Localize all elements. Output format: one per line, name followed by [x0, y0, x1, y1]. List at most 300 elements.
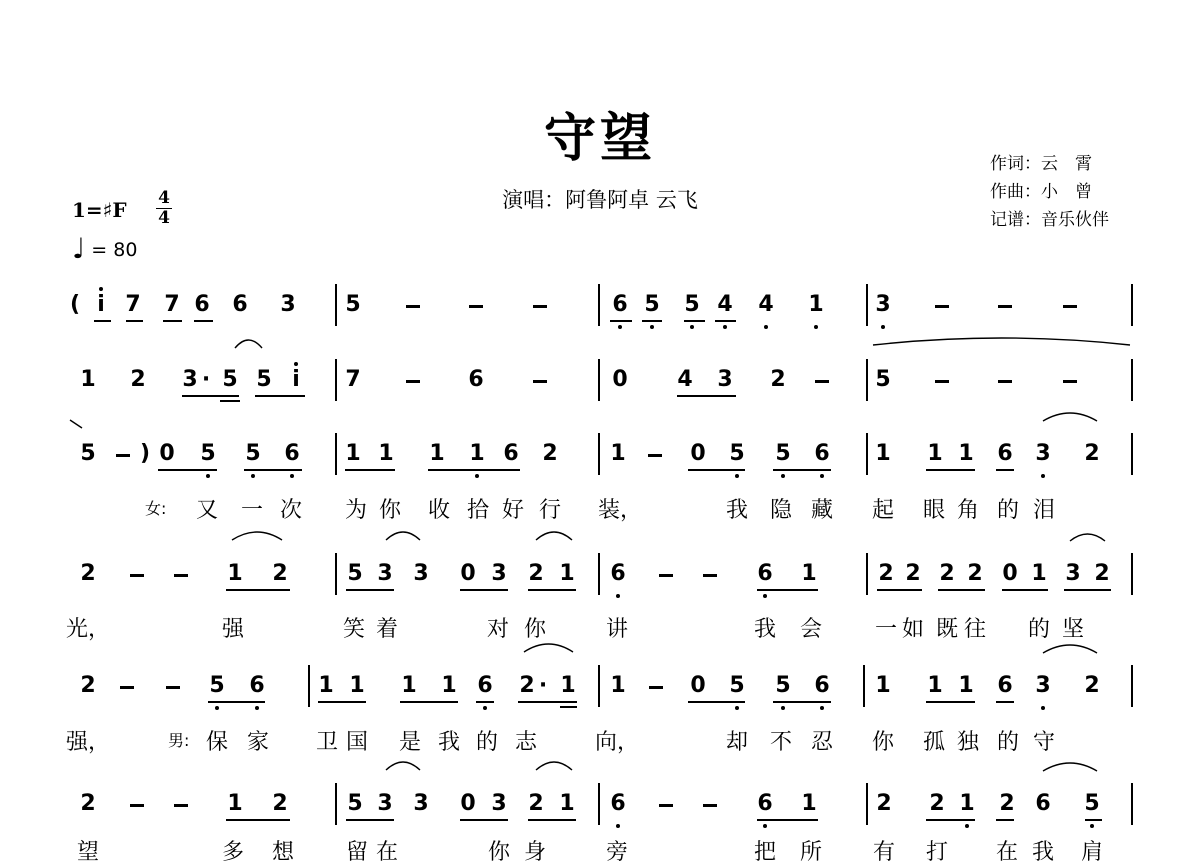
jianpu-note: 1: [469, 441, 485, 466]
beam-underline: [773, 469, 831, 471]
lyric-syllable: 的: [475, 730, 499, 755]
jianpu-note: 2: [878, 561, 894, 586]
jianpu-note: 2: [130, 367, 146, 392]
lyric-syllable: 我: [1031, 840, 1055, 865]
dash-mark: [998, 380, 1012, 383]
jianpu-note: 6: [284, 441, 300, 466]
octave-dot-below: [735, 706, 739, 710]
lyric-syllable: 对: [486, 617, 510, 642]
song-title: 守望: [543, 108, 656, 169]
lyric-syllable: 一: [240, 498, 264, 523]
beam-underline: [400, 701, 458, 703]
dash-mark: [935, 305, 949, 308]
lyric-syllable: 拾: [466, 498, 490, 523]
jianpu-note: 2: [528, 561, 544, 586]
jianpu-note: 1: [927, 673, 943, 698]
key-signature: 1=♯F: [72, 198, 127, 222]
lyric-syllable: 有: [872, 840, 896, 865]
beam-underline: [1085, 819, 1102, 821]
beam-underline: [94, 320, 111, 322]
lyric-syllable: 你: [523, 617, 547, 642]
barline: [1131, 665, 1133, 707]
octave-dot-below: [965, 824, 969, 828]
octave-dot-below: [881, 325, 885, 329]
beam-underline: [528, 819, 576, 821]
beam-underline: [996, 469, 1014, 471]
lyric-syllable: 在: [375, 840, 399, 865]
barline: [866, 284, 868, 326]
barline: [866, 359, 868, 401]
barline: [598, 665, 600, 707]
jianpu-note: 5: [729, 673, 745, 698]
jianpu-note: 3: [182, 367, 198, 392]
jianpu-note: i: [97, 292, 105, 317]
lyric-syllable: 你: [378, 498, 402, 523]
dash-mark: [166, 686, 180, 689]
lyric-syllable: 守: [1032, 730, 1056, 755]
beam-underline: [1002, 589, 1048, 591]
lyric-syllable: 藏: [810, 498, 834, 523]
beam-underline: [773, 701, 831, 703]
lyric-syllable: 起: [871, 498, 895, 523]
bracket: ): [139, 441, 151, 466]
jianpu-note: 0: [460, 791, 476, 816]
octave-dot-below: [251, 474, 255, 478]
jianpu-note: 6: [232, 292, 248, 317]
lyric-syllable: 又: [195, 498, 219, 523]
barline: [335, 783, 337, 825]
jianpu-note: 2: [1084, 441, 1100, 466]
jianpu-note: 1: [875, 673, 891, 698]
octave-dot-below: [290, 474, 294, 478]
augmentation-dot: ·: [538, 673, 548, 698]
credits-block: [990, 150, 1109, 234]
beam-underline: [757, 589, 818, 591]
jianpu-note: 5: [209, 673, 225, 698]
lyric-syllable: 国: [345, 730, 369, 755]
jianpu-note: 0: [460, 561, 476, 586]
jianpu-note: 3: [280, 292, 296, 317]
lyric-syllable: 望: [76, 840, 100, 865]
jianpu-note: 2: [528, 791, 544, 816]
time-sig-bottom: 4: [158, 208, 170, 228]
jianpu-note: 4: [717, 292, 733, 317]
beam-underline: [226, 819, 290, 821]
jianpu-note: 1: [441, 673, 457, 698]
barline: [866, 433, 868, 475]
dash-mark: [659, 574, 673, 577]
jianpu-note: 5: [200, 441, 216, 466]
jianpu-note: 1: [378, 441, 394, 466]
jianpu-note: 3: [413, 791, 429, 816]
lyric-syllable: 我: [725, 498, 749, 523]
jianpu-note: 0: [690, 441, 706, 466]
jianpu-note: 1: [610, 673, 626, 698]
jianpu-note: 6: [612, 292, 628, 317]
lyric-syllable: 家: [246, 730, 270, 755]
lyric-syllable: 既: [935, 617, 959, 642]
dash-mark: [406, 380, 420, 383]
barline: [335, 553, 337, 595]
lyric-syllable: 强: [221, 617, 245, 642]
jianpu-note: 1: [80, 367, 96, 392]
lyric-syllable: 的: [996, 498, 1020, 523]
beam-underline: [926, 469, 975, 471]
lyric-syllable: 想: [271, 840, 295, 865]
lyric-syllable: 把: [753, 840, 777, 865]
lyric-syllable: 如: [901, 617, 925, 642]
beam-underline: [476, 701, 494, 703]
jianpu-note: 6: [610, 561, 626, 586]
jianpu-note: 1: [1031, 561, 1047, 586]
barline: [1131, 359, 1133, 401]
beam-underline: [126, 320, 143, 322]
lyric-syllable: 独: [956, 730, 980, 755]
lyric-syllable: 一: [874, 617, 898, 642]
barline: [866, 553, 868, 595]
slur-arc: [1070, 534, 1105, 541]
tempo-value: = 80: [91, 239, 138, 261]
lyric-syllable: 强，: [65, 730, 111, 755]
beam-underline: [610, 320, 632, 322]
octave-dot-below: [206, 474, 210, 478]
dash-mark: [406, 305, 420, 308]
jianpu-note: 3: [413, 561, 429, 586]
lyric-syllable: 坚: [1061, 617, 1085, 642]
octave-dot-below: [1041, 474, 1045, 478]
transcriber-credit: 记谱：音乐伙伴: [990, 210, 1109, 230]
jianpu-note: 5: [80, 441, 96, 466]
beam-underline: [163, 320, 182, 322]
male-marker: 男:: [168, 731, 190, 750]
beam-underline: [684, 320, 705, 322]
octave-dot-below: [690, 325, 694, 329]
lyric-syllable: 泪: [1032, 498, 1056, 523]
time-sig-top: 4: [158, 188, 170, 208]
octave-dot-below: [820, 474, 824, 478]
slur-arc: [70, 420, 82, 428]
lyric-syllable: 收: [427, 498, 451, 523]
dash-mark: [533, 305, 547, 308]
dash-mark: [120, 686, 134, 689]
composer-credit: 作曲：小 曾: [990, 182, 1092, 202]
octave-dot-below: [616, 594, 620, 598]
jianpu-note: 3: [491, 561, 507, 586]
beam-underline: [926, 819, 975, 821]
female-marker: 女:: [145, 499, 167, 518]
jianpu-note: 2: [999, 791, 1015, 816]
slur-arc: [1043, 413, 1097, 421]
jianpu-note: 3: [377, 791, 393, 816]
jianpu-note: 6: [757, 791, 773, 816]
octave-dot-below: [475, 474, 479, 478]
jianpu-note: 5: [684, 292, 700, 317]
jianpu-note: 0: [1002, 561, 1018, 586]
beam-underline: [677, 395, 736, 397]
lyric-syllable: 角: [956, 498, 980, 523]
jianpu-note: 2: [876, 791, 892, 816]
beam-underline: [926, 701, 975, 703]
jianpu-note: 1: [560, 673, 576, 698]
jianpu-note: 2: [519, 673, 535, 698]
beam-underline: [244, 469, 302, 471]
jianpu-note: 2: [939, 561, 955, 586]
lyric-syllable: 好: [501, 498, 525, 523]
octave-dot-below: [618, 325, 622, 329]
beam-underline: [460, 589, 508, 591]
jianpu-note: 1: [610, 441, 626, 466]
jianpu-note: 7: [125, 292, 141, 317]
beam-underline-double: [220, 400, 240, 402]
beam-underline: [642, 320, 662, 322]
jianpu-note: 4: [677, 367, 693, 392]
dash-mark: [130, 804, 144, 807]
beam-underline: [938, 589, 985, 591]
jianpu-note: 5: [729, 441, 745, 466]
beam-underline: [346, 589, 394, 591]
octave-dot-below: [215, 706, 219, 710]
singer-credit: 演唱：阿鲁阿卓 云飞: [502, 188, 698, 212]
dash-mark: [648, 454, 662, 457]
dash-mark: [935, 380, 949, 383]
jianpu-note: 5: [775, 673, 791, 698]
jianpu-note: 1: [227, 561, 243, 586]
beam-underline: [1064, 589, 1111, 591]
barline: [598, 433, 600, 475]
jianpu-note: 6: [468, 367, 484, 392]
octave-dot-below: [763, 594, 767, 598]
lyric-syllable: 光，: [65, 617, 111, 642]
jianpu-note: i: [292, 367, 300, 392]
octave-dot-below: [1090, 824, 1094, 828]
jianpu-note: 5: [345, 292, 361, 317]
dash-mark: [1063, 305, 1077, 308]
beam-underline: [255, 395, 305, 397]
lyric-syllable: 在: [995, 840, 1019, 865]
jianpu-note: 6: [610, 791, 626, 816]
jianpu-note: 0: [159, 441, 175, 466]
dash-mark: [703, 574, 717, 577]
jianpu-note: 5: [1084, 791, 1100, 816]
jianpu-note: 3: [717, 367, 733, 392]
jianpu-note: 1: [349, 673, 365, 698]
lyricist-credit: 作词：云 霄: [990, 154, 1092, 174]
barline: [335, 433, 337, 475]
lyric-syllable: 多: [221, 840, 245, 865]
jianpu-note: 1: [227, 791, 243, 816]
lyric-syllable: 志: [514, 730, 538, 755]
jianpu-note: 1: [801, 561, 817, 586]
jianpu-note: 3: [875, 292, 891, 317]
octave-dot-below: [764, 325, 768, 329]
jianpu-note: 3: [377, 561, 393, 586]
slur-arc: [524, 644, 573, 652]
barline: [1131, 553, 1133, 595]
barline: [1131, 284, 1133, 326]
slur-arc: [1043, 763, 1097, 771]
jianpu-note: 2: [80, 561, 96, 586]
jianpu-note: 1: [801, 791, 817, 816]
lyric-syllable: 留: [345, 840, 369, 865]
lyric-syllable: 身: [523, 840, 547, 865]
lyric-syllable: 着: [375, 617, 399, 642]
beam-underline: [528, 589, 576, 591]
dash-mark: [1063, 380, 1077, 383]
dash-mark: [130, 574, 144, 577]
slur-arc: [536, 532, 572, 540]
beam-underline: [346, 819, 394, 821]
lyric-syllable: 我: [753, 617, 777, 642]
lyric-syllable: 不: [769, 730, 793, 755]
jianpu-note: 2: [272, 561, 288, 586]
jianpu-note: 5: [245, 441, 261, 466]
beam-underline: [428, 469, 520, 471]
slur-arc: [235, 340, 262, 348]
jianpu-note: 2: [905, 561, 921, 586]
octave-dot-below: [814, 325, 818, 329]
octave-dot-below: [650, 325, 654, 329]
beam-underline-double: [560, 706, 577, 708]
beam-underline: [757, 819, 818, 821]
octave-dot-below: [483, 706, 487, 710]
slur-arc: [386, 762, 420, 770]
lyric-syllable: 我: [437, 730, 461, 755]
barline: [863, 665, 865, 707]
jianpu-note: 1: [559, 791, 575, 816]
beam-underline: [715, 320, 736, 322]
beam-underline: [208, 701, 265, 703]
jianpu-note: 6: [1035, 791, 1051, 816]
jianpu-note: 5: [347, 561, 363, 586]
lyric-syllable: 打: [925, 840, 949, 865]
lyric-syllable: 孤: [922, 730, 946, 755]
barline: [335, 359, 337, 401]
lyric-syllable: 讲: [605, 617, 629, 642]
lyric-syllable: 你: [487, 840, 511, 865]
jianpu-note: 2: [272, 791, 288, 816]
octave-dot-above: [99, 287, 103, 291]
lyric-syllable: 次: [279, 498, 303, 523]
jianpu-note: 6: [757, 561, 773, 586]
jianpu-note: 2: [80, 791, 96, 816]
jianpu-note: 1: [958, 441, 974, 466]
jianpu-note: 4: [758, 292, 774, 317]
jianpu-note: 1: [345, 441, 361, 466]
lyric-syllable: 眼: [922, 498, 946, 523]
barline: [598, 783, 600, 825]
jianpu-note: 5: [347, 791, 363, 816]
dash-mark: [703, 804, 717, 807]
lyric-syllable: 忍: [810, 730, 834, 755]
jianpu-note: 6: [503, 441, 519, 466]
dash-mark: [174, 804, 188, 807]
jianpu-note: 5: [644, 292, 660, 317]
augmentation-dot: ·: [201, 367, 211, 392]
time-signature: [156, 190, 172, 227]
lyric-syllable: 旁: [605, 840, 629, 865]
jianpu-note: 1: [958, 673, 974, 698]
lyric-syllable: 却: [725, 730, 749, 755]
jianpu-note: 7: [164, 292, 180, 317]
jianpu-note: 1: [429, 441, 445, 466]
jianpu-note: 6: [194, 292, 210, 317]
octave-dot-below: [1041, 706, 1045, 710]
barline: [598, 553, 600, 595]
dash-mark: [174, 574, 188, 577]
jianpu-note: 2: [929, 791, 945, 816]
beam-underline: [226, 589, 290, 591]
jianpu-note: 5: [222, 367, 238, 392]
jianpu-note: 2: [967, 561, 983, 586]
beam-underline: [460, 819, 508, 821]
beam-underline: [318, 701, 366, 703]
lyric-syllable: 你: [871, 730, 895, 755]
barline: [598, 284, 600, 326]
lyric-syllable: 向，: [594, 730, 640, 755]
jianpu-note: 1: [559, 561, 575, 586]
lyric-syllable: 隐: [769, 498, 793, 523]
jianpu-note: 6: [477, 673, 493, 698]
lyric-syllable: 卫: [315, 730, 339, 755]
dash-mark: [469, 305, 483, 308]
lyric-syllable: 的: [996, 730, 1020, 755]
jianpu-note: 6: [249, 673, 265, 698]
slur-arc: [873, 338, 1130, 345]
jianpu-note: 6: [814, 673, 830, 698]
octave-dot-below: [723, 325, 727, 329]
beam-underline: [996, 819, 1014, 821]
octave-dot-below: [616, 824, 620, 828]
tempo-mark: [72, 232, 137, 265]
slur-arc: [1043, 645, 1097, 653]
slur-arc: [386, 532, 420, 540]
dash-mark: [998, 305, 1012, 308]
octave-dot-above: [294, 362, 298, 366]
beam-underline: [518, 701, 577, 703]
barline: [866, 783, 868, 825]
barline: [1131, 433, 1133, 475]
lyric-syllable: 肩: [1080, 840, 1104, 865]
jianpu-note: 0: [690, 673, 706, 698]
dash-mark: [533, 380, 547, 383]
beam-underline: [345, 469, 395, 471]
slur-arc: [232, 532, 282, 540]
barline: [1131, 783, 1133, 825]
octave-dot-below: [781, 474, 785, 478]
octave-dot-below: [820, 706, 824, 710]
beam-underline: [182, 395, 239, 397]
lyric-syllable: 为: [344, 498, 368, 523]
bracket: (: [69, 292, 81, 317]
jianpu-note: 6: [997, 673, 1013, 698]
jianpu-note: 2: [770, 367, 786, 392]
beam-underline: [194, 320, 213, 322]
barline: [598, 359, 600, 401]
lyric-syllable: 保: [205, 730, 229, 755]
lyric-syllable: 是: [398, 730, 422, 755]
quarter-note-icon: ♩: [72, 232, 86, 265]
jianpu-note: 3: [1035, 673, 1051, 698]
lyric-syllable: 往: [963, 617, 987, 642]
jianpu-note: 2: [1094, 561, 1110, 586]
lyric-syllable: 的: [1027, 617, 1051, 642]
jianpu-note: 2: [1084, 673, 1100, 698]
jianpu-note: 3: [1035, 441, 1051, 466]
jianpu-note: 1: [875, 441, 891, 466]
beam-underline: [688, 469, 745, 471]
jianpu-note: 2: [542, 441, 558, 466]
dash-mark: [659, 804, 673, 807]
